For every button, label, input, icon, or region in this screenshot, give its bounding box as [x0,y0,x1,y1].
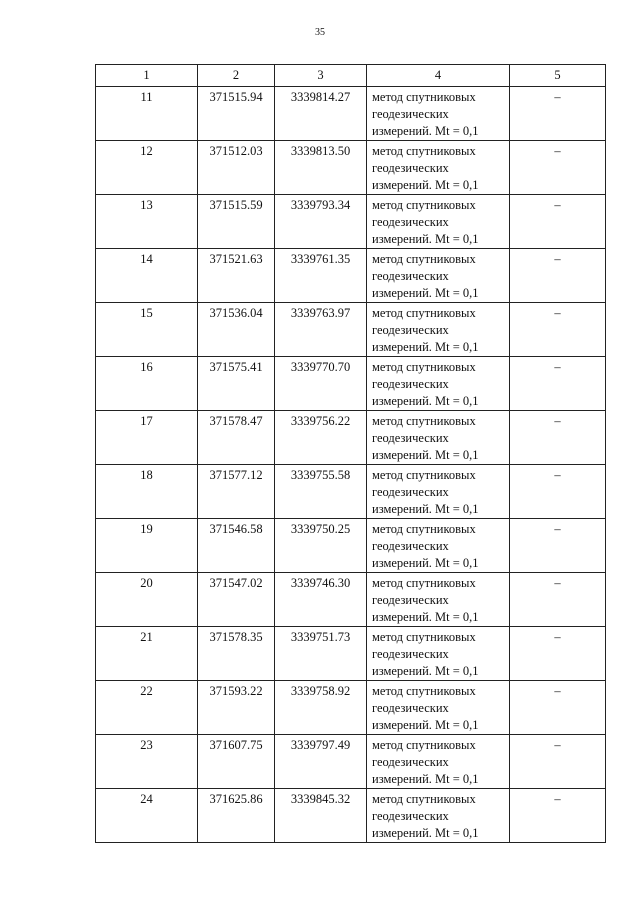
x-coordinate-cell: 371546.58 [198,519,275,573]
y-coordinate-cell: 3339756.22 [275,411,367,465]
x-coordinate-cell: 371577.12 [198,465,275,519]
table-row [96,519,606,573]
table-row [96,681,606,735]
table-row [96,141,606,195]
page-number: 35 [315,27,325,38]
point-number-cell: 24 [96,789,198,843]
point-number-cell: 19 [96,519,198,573]
point-number-cell: 21 [96,627,198,681]
header-col-4: 4 [367,65,510,87]
note-cell: – [510,627,606,681]
point-number-cell: 16 [96,357,198,411]
point-number-cell: 22 [96,681,198,735]
table-row [96,303,606,357]
x-coordinate-cell: 371625.86 [198,789,275,843]
y-coordinate-cell: 3339746.30 [275,573,367,627]
y-coordinate-cell: 3339845.32 [275,789,367,843]
method-cell: метод спутниковых геодезических измерений. Mt = 0,1 [367,681,510,735]
note-cell: – [510,465,606,519]
method-cell: метод спутниковых геодезических измерений. Mt = 0,1 [367,249,510,303]
method-cell: метод спутниковых геодезических измерений. Mt = 0,1 [367,303,510,357]
table-row [96,87,606,141]
x-coordinate-cell: 371578.47 [198,411,275,465]
x-coordinate-cell: 371515.94 [198,87,275,141]
note-cell: – [510,357,606,411]
x-coordinate-cell: 371515.59 [198,195,275,249]
method-cell: метод спутниковых геодезических измерений. Mt = 0,1 [367,789,510,843]
x-coordinate-cell: 371607.75 [198,735,275,789]
table-body [96,87,606,843]
header-col-3: 3 [275,65,367,87]
y-coordinate-cell: 3339758.92 [275,681,367,735]
x-coordinate-cell: 371593.22 [198,681,275,735]
x-coordinate-cell: 371547.02 [198,573,275,627]
method-cell: метод спутниковых геодезических измерений. Mt = 0,1 [367,627,510,681]
coordinates-table [95,64,606,843]
y-coordinate-cell: 3339755.58 [275,465,367,519]
note-cell: – [510,411,606,465]
method-cell: метод спутниковых геодезических измерений. Mt = 0,1 [367,735,510,789]
table-row [96,735,606,789]
y-coordinate-cell: 3339763.97 [275,303,367,357]
x-coordinate-cell: 371536.04 [198,303,275,357]
point-number-cell: 23 [96,735,198,789]
note-cell: – [510,303,606,357]
table-row [96,249,606,303]
note-cell: – [510,789,606,843]
note-cell: – [510,87,606,141]
note-cell: – [510,681,606,735]
point-number-cell: 14 [96,249,198,303]
header-row [96,65,606,87]
note-cell: – [510,249,606,303]
y-coordinate-cell: 3339814.27 [275,87,367,141]
x-coordinate-cell: 371512.03 [198,141,275,195]
method-cell: метод спутниковых геодезических измерений. Mt = 0,1 [367,573,510,627]
y-coordinate-cell: 3339793.34 [275,195,367,249]
note-cell: – [510,735,606,789]
point-number-cell: 15 [96,303,198,357]
table-header [96,65,606,87]
y-coordinate-cell: 3339751.73 [275,627,367,681]
method-cell: метод спутниковых геодезических измерений. Mt = 0,1 [367,141,510,195]
method-cell: метод спутниковых геодезических измерений. Mt = 0,1 [367,357,510,411]
method-cell: метод спутниковых геодезических измерений. Mt = 0,1 [367,465,510,519]
method-cell: метод спутниковых геодезических измерений. Mt = 0,1 [367,195,510,249]
point-number-cell: 12 [96,141,198,195]
y-coordinate-cell: 3339797.49 [275,735,367,789]
y-coordinate-cell: 3339770.70 [275,357,367,411]
y-coordinate-cell: 3339750.25 [275,519,367,573]
note-cell: – [510,195,606,249]
table-row [96,195,606,249]
method-cell: метод спутниковых геодезических измерений. Mt = 0,1 [367,87,510,141]
x-coordinate-cell: 371521.63 [198,249,275,303]
point-number-cell: 18 [96,465,198,519]
header-col-1: 1 [96,65,198,87]
note-cell: – [510,141,606,195]
table-row [96,789,606,843]
x-coordinate-cell: 371578.35 [198,627,275,681]
point-number-cell: 20 [96,573,198,627]
method-cell: метод спутниковых геодезических измерений. Mt = 0,1 [367,519,510,573]
note-cell: – [510,573,606,627]
table-row [96,465,606,519]
point-number-cell: 13 [96,195,198,249]
table-row [96,573,606,627]
x-coordinate-cell: 371575.41 [198,357,275,411]
header-col-2: 2 [198,65,275,87]
header-col-5: 5 [510,65,606,87]
note-cell: – [510,519,606,573]
y-coordinate-cell: 3339813.50 [275,141,367,195]
y-coordinate-cell: 3339761.35 [275,249,367,303]
table-row [96,357,606,411]
point-number-cell: 17 [96,411,198,465]
method-cell: метод спутниковых геодезических измерений. Mt = 0,1 [367,411,510,465]
table-row [96,411,606,465]
table-row [96,627,606,681]
point-number-cell: 11 [96,87,198,141]
